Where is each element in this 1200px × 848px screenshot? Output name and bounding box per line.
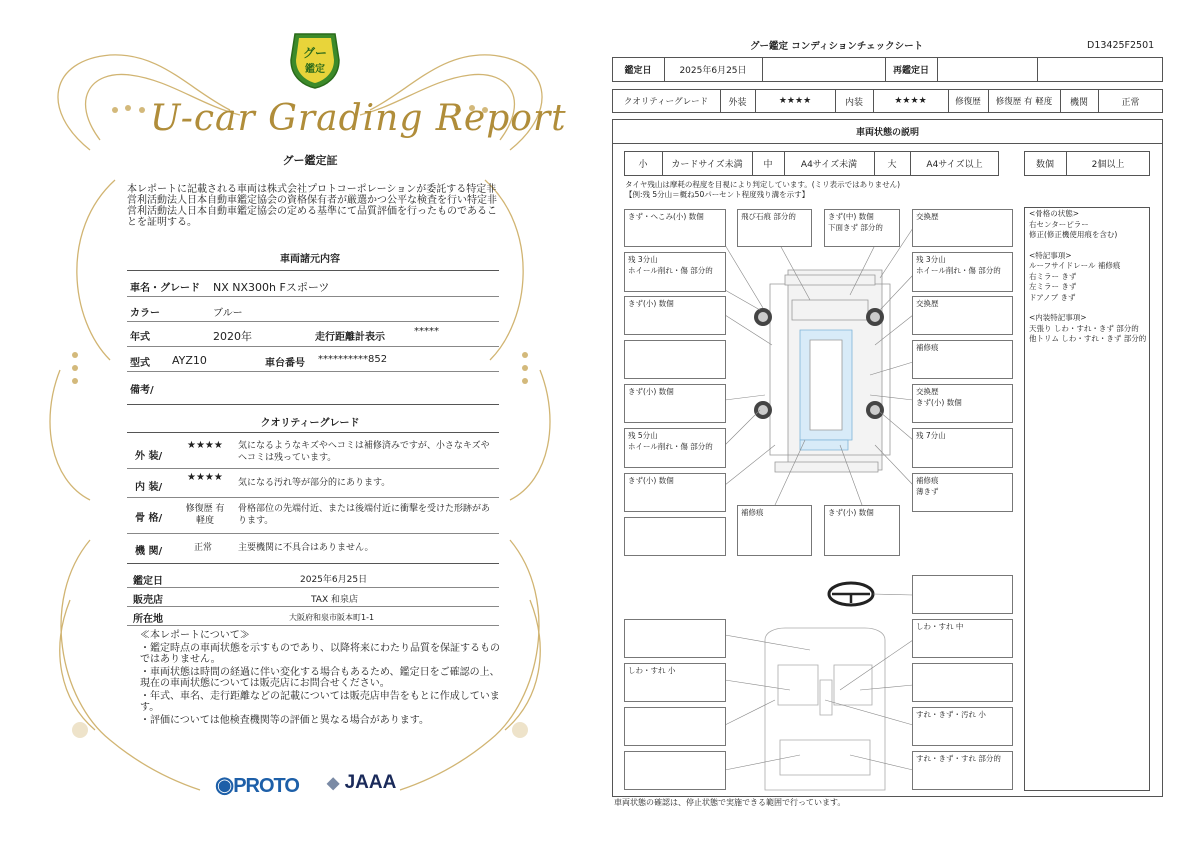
notes-title: ≪本レポートについて≫: [140, 630, 250, 641]
year-label: 年式: [130, 332, 150, 343]
tire-note: タイヤ残山は摩耗の程度を目視により判定しています。(ミリ表示ではありません): [625, 180, 901, 189]
svg-text:グー: グー: [302, 46, 328, 60]
interior-stars: ★★★★: [187, 472, 223, 483]
note-box: 飛び石痕 部分的: [737, 209, 812, 247]
qg-label: クオリティーグレード: [623, 97, 709, 107]
model-label: 型式: [130, 358, 150, 369]
note-box: [912, 575, 1013, 614]
chassis-label: 車台番号: [265, 358, 305, 369]
section-title: 車両状態の説明: [612, 119, 1163, 144]
note-box: 残 3分山 ホイール削れ・傷 部分的: [912, 252, 1013, 292]
repair-label: 修復歴: [955, 97, 981, 107]
size-small-desc: カードサイズ未満: [671, 160, 743, 170]
color-value: ブルー: [213, 308, 243, 319]
note-box: [624, 517, 726, 556]
note-box: 交換歴: [912, 209, 1013, 247]
doc-id: D13425F2501: [1087, 40, 1155, 51]
remarks-label: 備考/: [130, 385, 154, 396]
date-value: 2025年6月25日: [300, 575, 368, 585]
note-box: きず(小) 数個: [824, 505, 900, 556]
special-notes: <骨格の状態> 右センターピラー 修正(修正機使用痕を含む) <特記事項> ルーフサイドレール 補修痕 右ミラー きず 左ミラー きず ドアノブ きず <内装特記事項> 天張り しわ・すれ・きず 部分的 他トリム しわ・すれ・きず 部分的: [1029, 209, 1147, 343]
note-item: ・年式、車名、走行距離などの記載については販売店申告をもとに作成しています。: [140, 690, 500, 713]
engine-label: 機関: [1069, 97, 1088, 108]
exterior-label: 外 装/: [135, 451, 163, 462]
note-box: 残 7分山: [912, 428, 1013, 468]
condition-check-sheet: [600, 0, 1200, 848]
engine-desc: 主要機関に不具合はありません。: [238, 543, 374, 553]
note-box: すれ・きず・汚れ 小: [912, 707, 1013, 746]
shop-label: 販売店: [133, 595, 163, 606]
note-box: [624, 751, 726, 790]
date-label: 鑑定日: [624, 66, 652, 76]
note-box: 補修痕 薄きず: [912, 473, 1013, 512]
count-label: 数個: [1035, 160, 1054, 170]
note-box: 補修痕: [912, 340, 1013, 379]
repair-value: 修復歴 有 軽度: [995, 97, 1053, 107]
note-box: きず(小) 数個: [624, 384, 726, 423]
tire-example: 【例:残 5分山＝概ね50パーセント程度残り溝を示す】: [625, 190, 810, 199]
int-stars: ★★★★: [894, 96, 927, 106]
note-item: ・車両状態は時間の経過に伴い変化する場合もあるため、鑑定日をご確認の上、現在の車両状態については販売店にお問合せください。: [140, 666, 500, 689]
note-box: 残 3分山 ホイール削れ・傷 部分的: [624, 252, 726, 292]
quality-section-title: クオリティーグレード: [260, 418, 360, 429]
note-box: [624, 619, 726, 658]
size-mid: 中: [763, 160, 773, 170]
size-mid-desc: A4サイズ未満: [800, 160, 858, 170]
jaaa-logo: ◆ JAAA: [327, 772, 397, 793]
car-name-label: 車名・グレード: [130, 283, 200, 294]
note-item: ・評価については他検査機関等の評価と異なる場合があります。: [140, 714, 429, 726]
interior-label: 内 装/: [135, 482, 163, 493]
note-box: きず(小) 数個: [624, 473, 726, 512]
ext-label: 外装: [728, 97, 747, 108]
goo-kantei-emblem: [287, 30, 343, 90]
note-box: きず(中) 数個 下面きず 部分的: [824, 209, 900, 247]
certificate-intro: 本レポートに記載される車両は株式会社プロトコーポレーションが委託する特定非営利活動法人日本自動車鑑定協会の資格保有者が厳選かつ公平な検査を行い特定非営利活動法人日本自動車鑑定協会の定める基準にて品質評価を行ったものであることを証明する。: [127, 184, 497, 228]
svg-text:鑑定: 鑑定: [305, 64, 325, 75]
mileage-label: 走行距離計表示: [315, 332, 385, 343]
note-box: きず(小) 数個: [624, 296, 726, 335]
mileage-value: *****: [414, 326, 439, 337]
frame-label: 骨 格/: [135, 513, 163, 524]
report-script-title: U-car Grading Report: [150, 98, 567, 139]
note-box: [624, 707, 726, 746]
certificate-title: グー鑑定証: [282, 154, 338, 167]
exterior-stars: ★★★★: [187, 440, 223, 451]
engine-label: 機 関/: [135, 546, 163, 557]
note-item: ・鑑定時点の車両状態を示すものであり、以降将来にわたり品質を保証するものではありません。: [140, 642, 500, 665]
year-value: 2020年: [213, 330, 252, 343]
spec-section-title: 車両諸元内容: [280, 254, 340, 265]
report-notes: [140, 630, 500, 727]
note-box: 補修痕: [737, 505, 812, 556]
car-name-value: NX NX300h Fスポーツ: [213, 281, 330, 294]
engine-value: 正常: [1121, 97, 1140, 108]
address-value: 大阪府和泉市阪本町1-1: [289, 613, 375, 622]
int-label: 内装: [844, 97, 863, 108]
note-box: [912, 663, 1013, 702]
date-label: 鑑定日: [133, 576, 163, 587]
count-desc: 2個以上: [1091, 160, 1125, 170]
engine-value: 正常: [194, 543, 213, 553]
frame-value: 修復歴 有 軽度: [185, 504, 225, 526]
note-box: しわ・すれ 小: [624, 663, 726, 702]
size-large-desc: A4サイズ以上: [926, 160, 983, 170]
redate-label: 再鑑定日: [892, 66, 929, 76]
frame-desc: 骨格部位の先端付近、または後端付近に衝撃を受けた形跡があります。: [238, 504, 491, 526]
date-value: 2025年6月25日: [679, 66, 747, 76]
note-box: 交換歴: [912, 296, 1013, 335]
sheet-title: グー鑑定 コンディションチェックシート: [750, 41, 924, 52]
chassis-value: **********852: [318, 354, 388, 365]
note-box: [624, 340, 726, 379]
note-box: 残 5分山 ホイール削れ・傷 部分的: [624, 428, 726, 468]
model-value: AYZ10: [172, 354, 207, 367]
color-label: カラー: [130, 308, 160, 319]
size-large: 大: [887, 160, 897, 170]
exterior-desc: 気になるようなキズやヘコミは補修済みですが、小さなキズやヘコミは残っています。: [238, 441, 490, 463]
address-label: 所在地: [133, 614, 163, 625]
note-box: きず・へこみ(小) 数個: [624, 209, 726, 247]
note-box: 交換歴 きず(小) 数個: [912, 384, 1013, 423]
note-box: しわ・すれ 中: [912, 619, 1013, 658]
shop-value: TAX 和泉店: [311, 595, 358, 605]
note-box: すれ・きず・すれ 部分的: [912, 751, 1013, 790]
proto-logo: ◉PROTO: [215, 772, 299, 797]
interior-desc: 気になる汚れ等が部分的にあります。: [238, 478, 391, 488]
footer-note: 車両状態の確認は、停止状態で実施できる範囲で行っています。: [614, 798, 846, 807]
ext-stars: ★★★★: [778, 96, 812, 106]
size-small: 小: [638, 160, 648, 170]
